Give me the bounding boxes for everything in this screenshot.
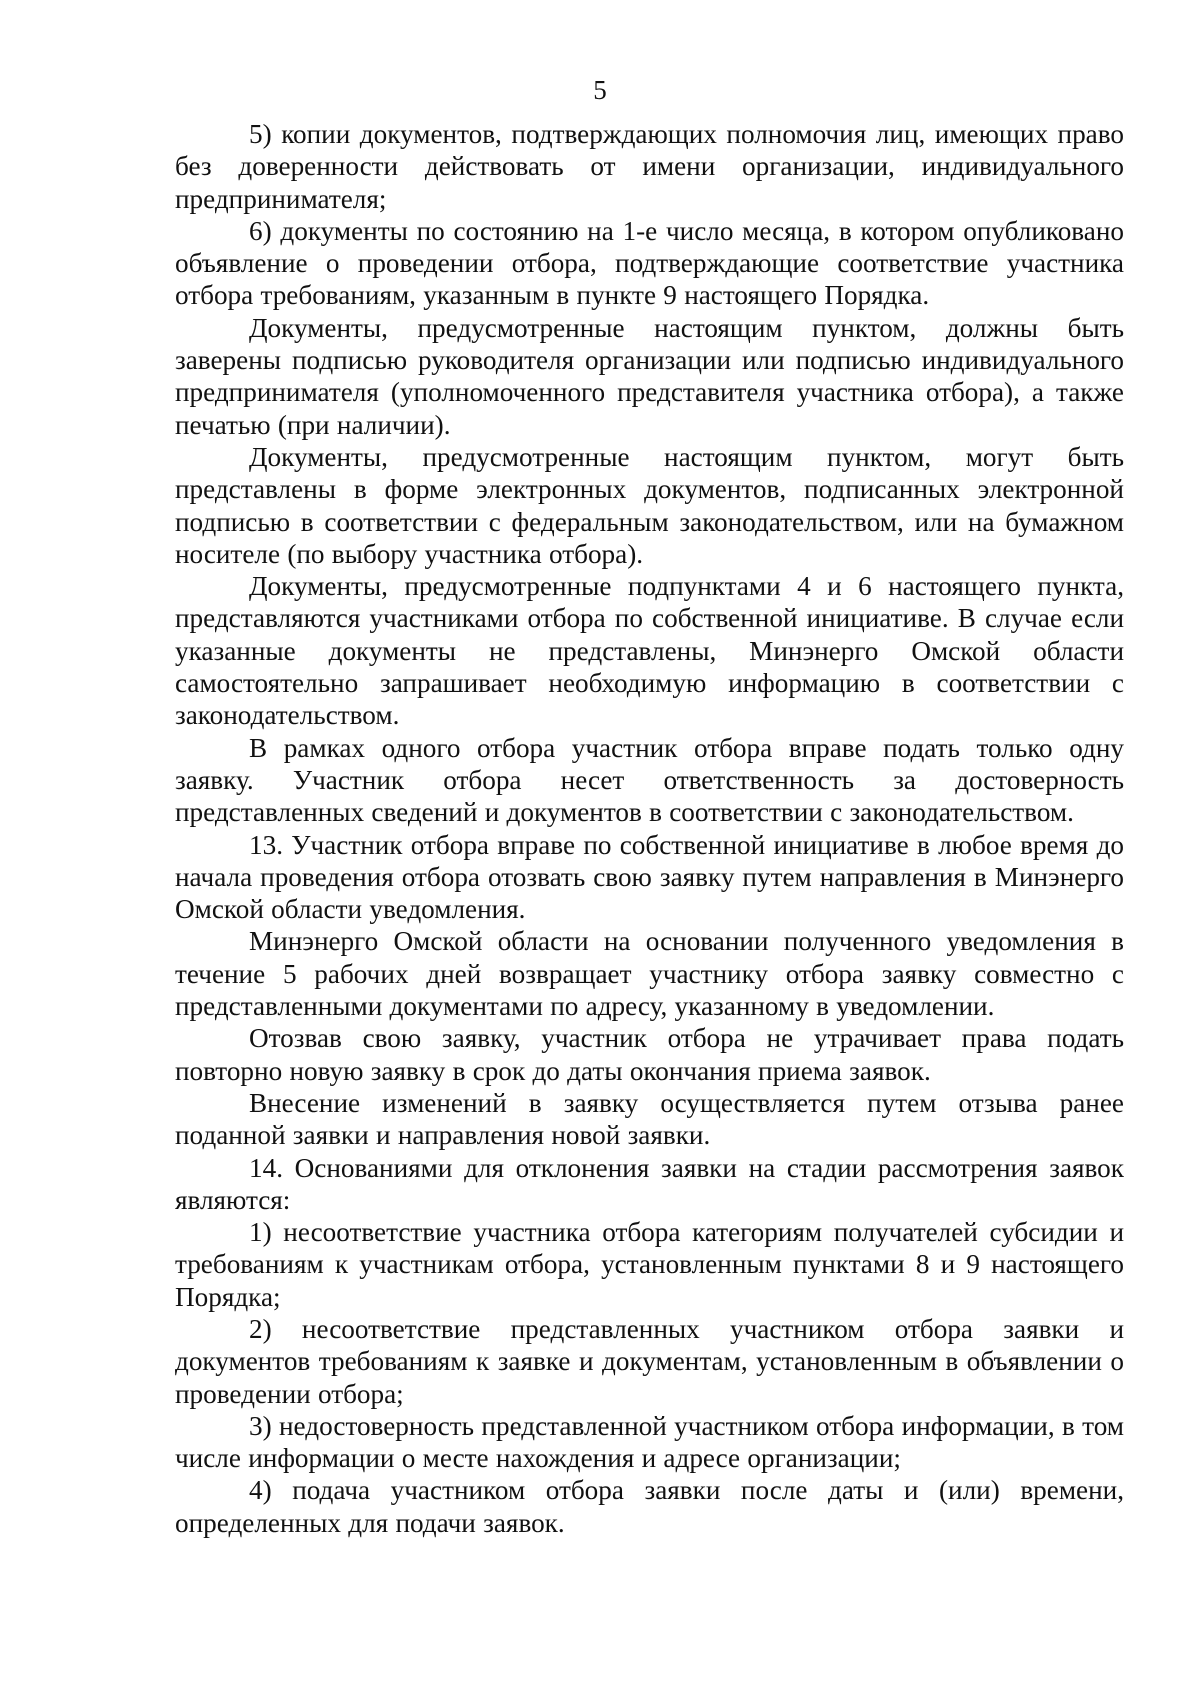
paragraph-own-initiative: Документы, предусмотренные подпунктами 4 и 6 настоящего пункта, представляются участниками отбора по собственной инициативе. В случае если указанные документы не представлены, Минэнерго Омской области самостоятельно запрашивает необходимую информацию в соответствии с законодательством. (175, 571, 1124, 731)
paragraph-reason-2: 2) несоответствие представленных участником отбора заявки и документов требованиям к заявке и документам, установленным в объявлении о проведении отбора; (175, 1313, 1124, 1409)
page-number: 5 (593, 75, 607, 105)
document-body (175, 118, 1124, 1539)
paragraph-reason-4: 4) подача участником отбора заявки после даты и (или) времени, определенных для подачи заявок. (175, 1475, 1124, 1538)
paragraph-clause-13: 13. Участник отбора вправе по собственной инициативе в любое время до начала проведения отбора отозвать свою заявку путем направления в Минэнерго Омской области уведомления. (175, 829, 1124, 925)
paragraph-return-application: Минэнерго Омской области на основании полученного уведомления в течение 5 рабочих дней возвращает участнику отбора заявку совместно с представленными документами по адресу, указанному в уведомлении. (175, 926, 1124, 1022)
paragraph-item-5: 5) копии документов, подтверждающих полномочия лиц, имеющих право без доверенности действовать от имени организации, индивидуального предпринимателя; (175, 119, 1124, 214)
paragraph-electronic-form: Документы, предусмотренные настоящим пунктом, могут быть представлены в форме электронных документов, подписанных электронной подписью в соответствии с федеральным законодательством, или на бумажном носителе (по выбору участника отбора). (175, 441, 1124, 569)
paragraph-clause-14: 14. Основаниями для отклонения заявки на стадии рассмотрения заявок являются: (175, 1152, 1124, 1215)
paragraph-single-application: В рамках одного отбора участник отбора вправе подать только одну заявку. Участник отбора несет ответственность за достоверность представленных сведений и документов в соответствии с законодательством. (175, 732, 1124, 828)
paragraph-certification: Документы, предусмотренные настоящим пунктом, должны быть заверены подписью руководителя организации или подписью индивидуального предпринимателя (уполномоченного представителя участника отбора), а также печатью (при наличии). (175, 312, 1124, 440)
paragraph-changes: Внесение изменений в заявку осуществляется путем отзыва ранее поданной заявки и направления новой заявки. (175, 1087, 1124, 1151)
paragraph-reason-1: 1) несоответствие участника отбора категориям получателей субсидии и требованиям к участникам отбора, установленным пунктами 8 и 9 настоящего Порядка; (175, 1217, 1124, 1312)
paragraph-item-6: 6) документы по состоянию на 1-е число месяца, в котором опубликовано объявление о проведении отбора, подтверждающие соответствие участника отбора требованиям, указанным в пункте 9 настоящего Порядка. (175, 215, 1124, 311)
paragraph-resubmission: Отозвав свою заявку, участник отбора не утрачивает права подать повторно новую заявку в срок до даты окончания приема заявок. (175, 1023, 1124, 1086)
paragraph-reason-3: 3) недостоверность представленной участником отбора информации, в том числе информации о месте нахождения и адресе организации; (175, 1410, 1124, 1474)
